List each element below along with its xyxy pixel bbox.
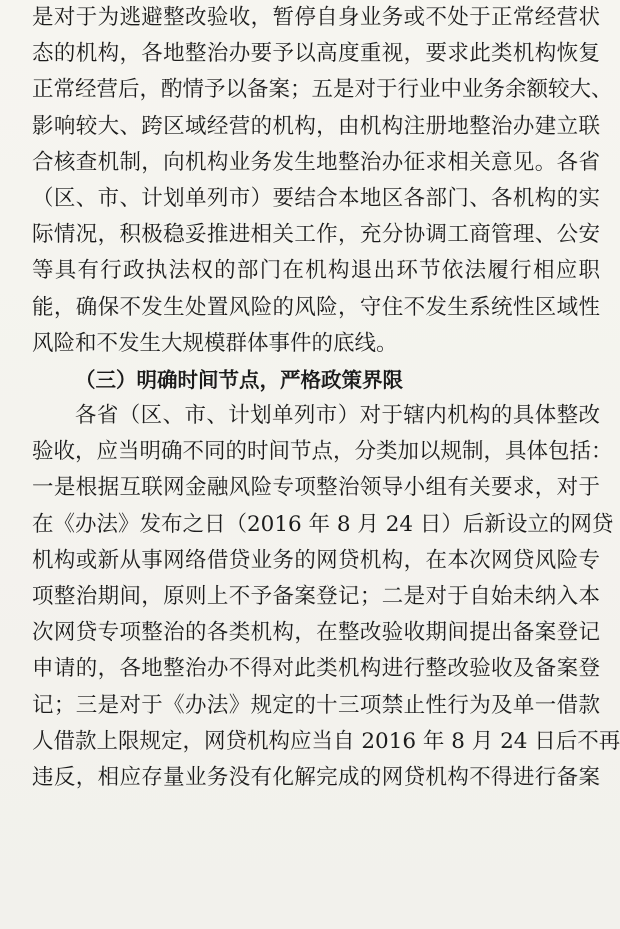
text-line: 申请的，各地整治办不得对此类机构进行整改验收及备案登: [32, 656, 600, 682]
text-line: 在《办法》发布之日（2016 年 8 月 24 日）后新设立的网贷: [32, 511, 614, 537]
text-line: 项整治期间，原则上不予备案登记；二是对于自始未纳入本: [32, 584, 600, 609]
text-line: 正常经营后，酌情予以备案；五是对于行业中业务余额较大、: [32, 77, 613, 103]
text-line: 是对于为逃避整改验收，暂停自身业务或不处于正常经营状: [32, 5, 600, 30]
text-line: （区、市、计划单列市）要结合本地区各部门、各机构的实: [32, 185, 600, 211]
text-line: 能，确保不发生处置风险的风险，守住不发生系统性区域性: [32, 294, 600, 320]
text-line: 人借款上限规定，网贷机构应当自 2016 年 8 月 24 日后不再: [32, 728, 620, 754]
section-heading: （三）明确时间节点，严格政策界限: [75, 367, 403, 392]
text-line: 一是根据互联网金融风险专项整治领导小组有关要求，对于: [32, 475, 600, 501]
text-line: 次网贷专项整治的各类机构，在整改验收期间提出备案登记: [32, 620, 600, 646]
text-line: 各省（区、市、计划单列市）对于辖内机构的具体整改: [75, 403, 600, 429]
text-line: 机构或新从事网络借贷业务的网贷机构，在本次网贷风险专: [32, 547, 600, 573]
text-line: 态的机构，各地整治办要予以高度重视，要求此类机构恢复: [32, 41, 600, 67]
text-line: 风险和不发生大规模群体事件的底线。: [32, 330, 398, 356]
document-body: [32, 0, 620, 796]
text-line: 验收，应当明确不同的时间节点，分类加以规制，具体包括：: [32, 439, 613, 465]
text-line: 合核查机制，向机构业务发生地整治办征求相关意见。各省: [32, 149, 600, 175]
text-line: 违反，相应存量业务没有化解完成的网贷机构不得进行备案: [32, 764, 600, 790]
text-line: 记；三是对于《办法》规定的十三项禁止性行为及单一借款: [32, 692, 600, 718]
text-line: 际情况，积极稳妥推进相关工作，充分协调工商管理、公安: [32, 222, 600, 248]
text-line: 影响较大、跨区域经营的机构，由机构注册地整治办建立联: [32, 113, 600, 139]
text-line: 等具有行政执法权的部门在机构退出环节依法履行相应职: [32, 258, 600, 284]
